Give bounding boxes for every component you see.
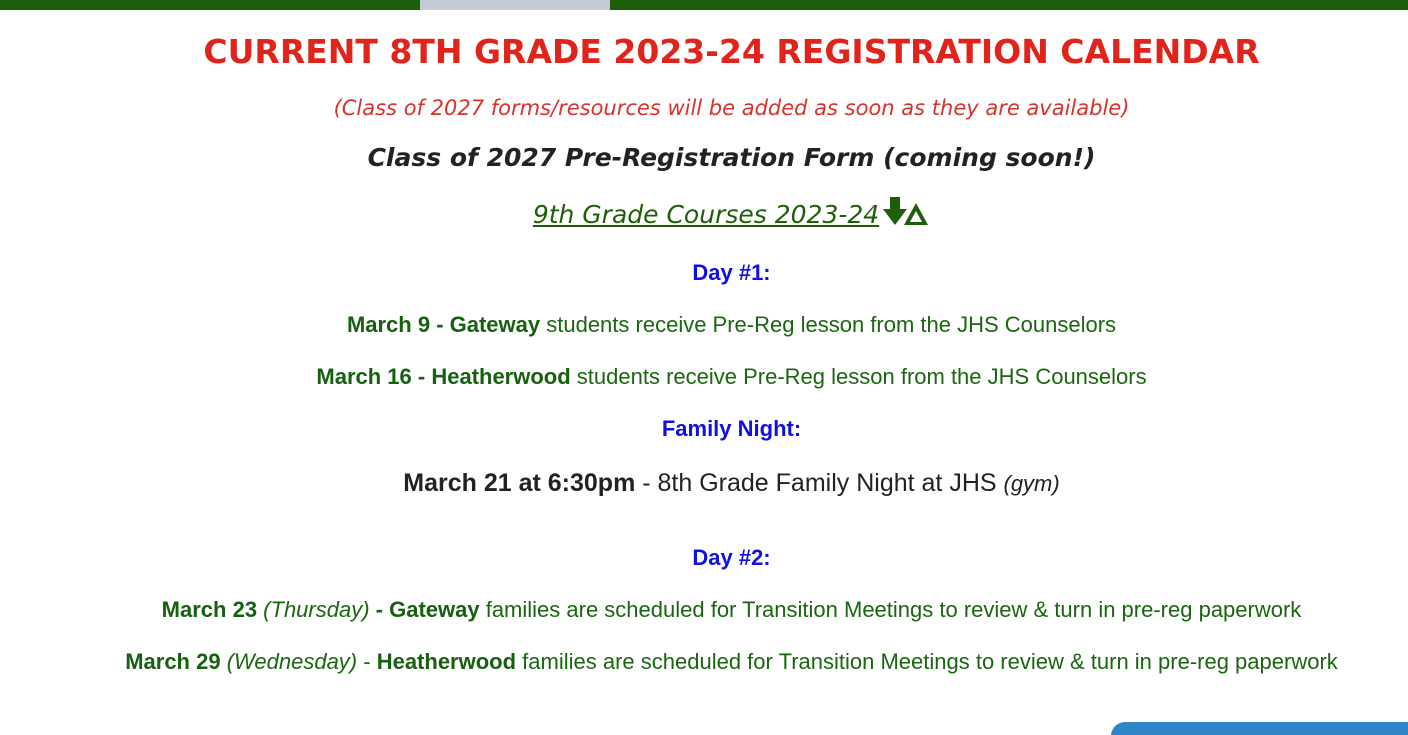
pre-registration-form-note: Class of 2027 Pre-Registration Form (coming soon!) (367, 143, 1096, 172)
day1-item-text: students receive Pre-Reg lesson from the JHS Counselors (570, 364, 1147, 389)
availability-note: (Class of 2027 forms/resources will be added as soon as they are available) (333, 96, 1130, 120)
day2-item-date: March 29 (125, 649, 221, 674)
day2-item-school: Heatherwood (376, 649, 517, 674)
family-night-location: (gym) (1003, 471, 1060, 496)
day1-heading: Day #1: (692, 260, 771, 285)
day2-item-text: families are scheduled for Transition Meetings to review & turn in pre-reg paperwork (479, 597, 1302, 622)
courses-row (55, 197, 1408, 235)
day1-item-date: March 9 - Gateway (346, 312, 541, 337)
top-brand-bar (0, 0, 1408, 10)
spacer (55, 500, 1408, 530)
top-nav-tab[interactable] (420, 0, 610, 10)
main-content (0, 10, 1408, 676)
page-title: CURRENT 8TH GRADE 2023-24 REGISTRATION CALENDAR (203, 32, 1260, 71)
day2-item (55, 648, 1408, 676)
day2-item (55, 596, 1408, 624)
family-night-heading: Family Night: (661, 416, 802, 441)
day2-item-separator: - (357, 649, 377, 674)
day1-item-date: March 16 - Heatherwood (316, 364, 571, 389)
day2-item-date: March 23 (161, 597, 258, 622)
day2-item-weekday: (Thursday) (257, 597, 370, 622)
day2-heading: Day #2: (692, 545, 771, 570)
day2-item-school: - Gateway (369, 597, 480, 622)
day1-item (55, 311, 1408, 339)
day1-item (55, 363, 1408, 391)
day1-item-text: students receive Pre-Reg lesson from the JHS Counselors (540, 312, 1117, 337)
family-night-date: March 21 at 6:30pm (403, 469, 636, 497)
day2-item-weekday: (Wednesday) (220, 649, 358, 674)
chat-widget-button[interactable] (1111, 722, 1408, 735)
family-night-text: - 8th Grade Family Night at JHS (635, 469, 1004, 497)
family-night-item (55, 467, 1408, 500)
download-arrow-icon[interactable] (882, 197, 930, 235)
day2-item-text: families are scheduled for Transition Meetings to review & turn in pre-reg paperwork (516, 649, 1338, 674)
courses-link[interactable]: 9th Grade Courses 2023-24 (532, 200, 880, 229)
